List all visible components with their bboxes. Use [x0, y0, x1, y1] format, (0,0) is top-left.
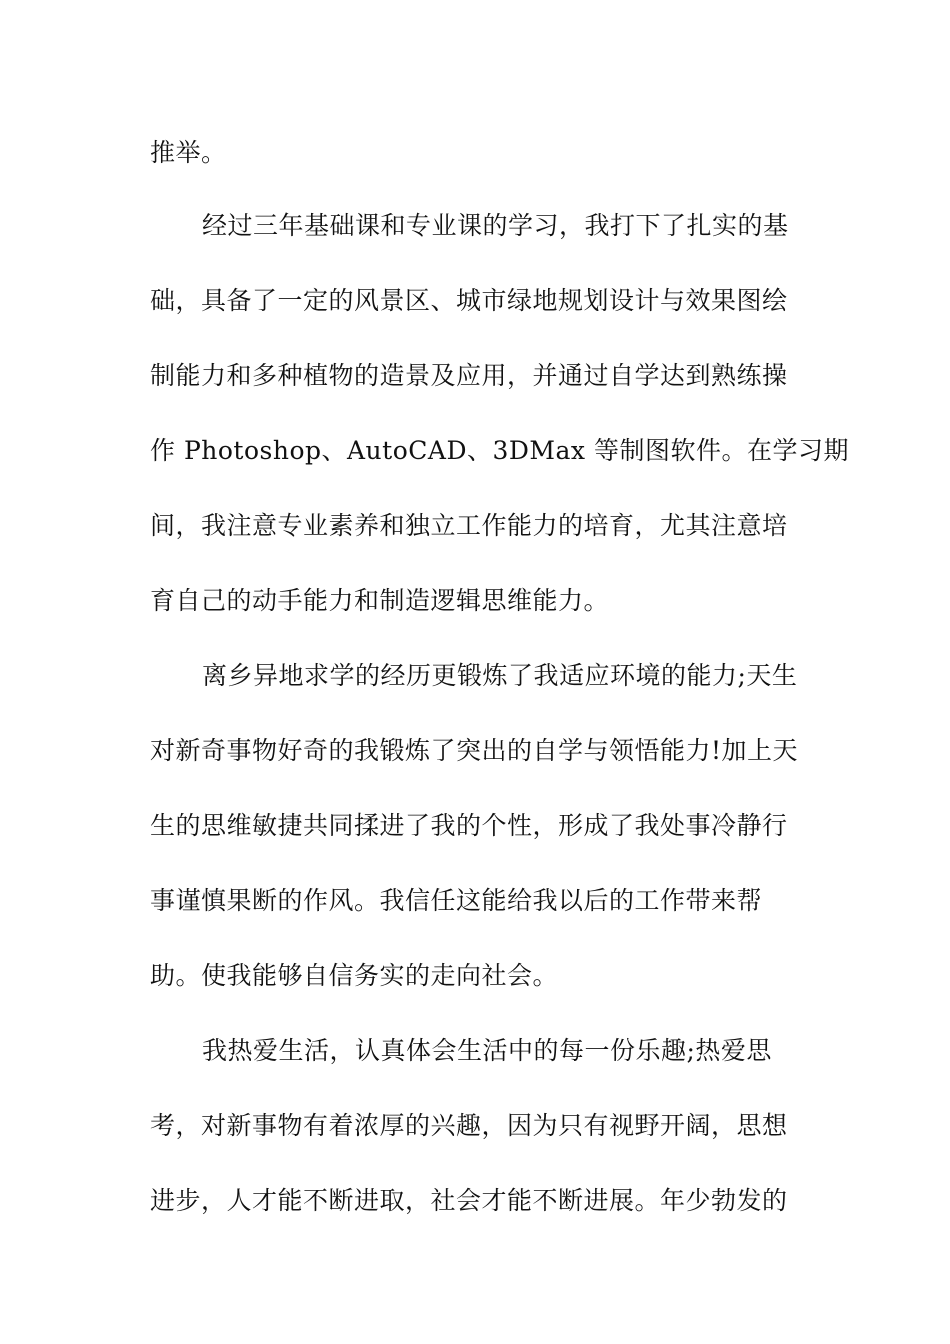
text-line: 推举。: [150, 138, 227, 167]
paragraph-first-line: 离乡异地求学的经历更锻炼了我适应环境的能力;天生: [202, 661, 798, 690]
paragraph-first-line: 经过三年基础课和专业课的学习，我打下了扎实的基: [202, 211, 789, 240]
paragraph-first-line: 我热爱生活，认真体会生活中的每一份乐趣;热爱思: [202, 1036, 772, 1065]
text-line: 制能力和多种植物的造景及应用，并通过自学达到熟练操: [150, 361, 788, 390]
text-line: 育自己的动手能力和制造逻辑思维能力。: [150, 586, 610, 615]
text-line: 础，具备了一定的风景区、城市绿地规划设计与效果图绘: [150, 286, 788, 315]
text-line: 进步，人才能不断进取，社会才能不断进展。年少勃发的: [150, 1186, 788, 1215]
text-line: 间，我注意专业素养和独立工作能力的培育，尤其注意培: [150, 511, 788, 540]
text-line: 事谨慎果断的作风。我信任这能给我以后的工作带来帮: [150, 886, 763, 915]
text-line: 助。使我能够自信务实的走向社会。: [150, 961, 559, 990]
text-line: 作 Photoshop、AutoCAD、3DMax 等制图软件。在学习期: [150, 436, 849, 465]
text-line: 考，对新事物有着浓厚的兴趣，因为只有视野开阔，思想: [150, 1111, 788, 1140]
text-line: 生的思维敏捷共同揉进了我的个性，形成了我处事冷静行: [150, 811, 788, 840]
text-line: 对新奇事物好奇的我锻炼了突出的自学与领悟能力!加上天: [150, 736, 799, 765]
